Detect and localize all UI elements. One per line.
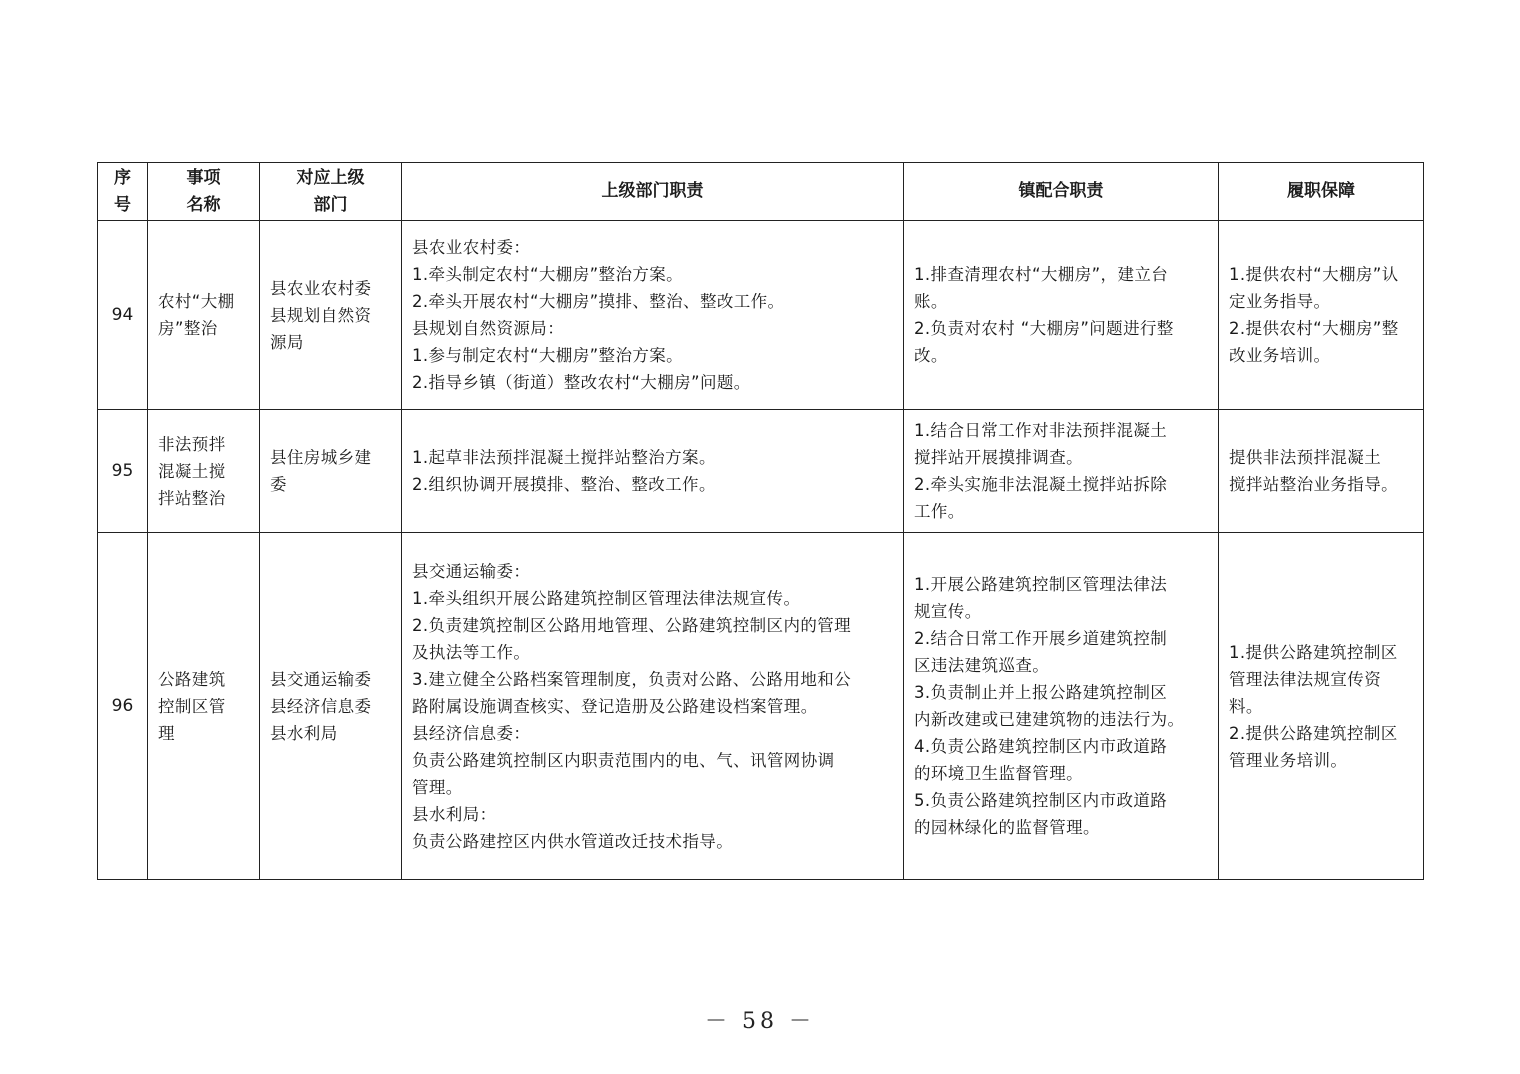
row-town-duty: 1.排查清理农村“大棚房”，建立台 账。 2.负责对农村 “大棚房”问题进行整 改。 (904, 221, 1219, 410)
table-row (98, 410, 1424, 533)
row-superior-duty: 县农业农村委： 1.牵头制定农村“大棚房”整治方案。 2.牵头开展农村“大棚房”摸排、整治、整改工作。 县规划自然资源局： 1.参与制定农村“大棚房”整治方案。 2.指导乡镇（街道）整改农村“大棚房”问题。 (402, 221, 904, 410)
row-seq: 94 (98, 221, 148, 410)
row-item-name: 非法预拌 混凝土搅 拌站整治 (148, 410, 260, 533)
row-seq: 95 (98, 410, 148, 533)
header-town-duty: 镇配合职责 (904, 163, 1219, 221)
table-row (98, 533, 1424, 880)
header-superior-duty: 上级部门职责 (402, 163, 904, 221)
duty-table (97, 162, 1424, 880)
header-support: 履职保障 (1219, 163, 1424, 221)
row-item-name: 农村“大棚 房”整治 (148, 221, 260, 410)
row-item-name: 公路建筑 控制区管 理 (148, 533, 260, 880)
header-superior-dept: 对应上级 部门 (260, 163, 402, 221)
row-superior-duty: 县交通运输委： 1.牵头组织开展公路建筑控制区管理法律法规宣传。 2.负责建筑控制区公路用地管理、公路建筑控制区内的管理 及执法等工作。 3.建立健全公路档案管理制度，负责对公路、公路用地和公 路附属设施调查核实、登记造册及公路建设档案管理。 县经济信息委： 负责公路建筑控制区内职责范围内的电、气、讯管网协调 管理。 县水利局： 负责公路建控区内供水管道改迁技术指导。 (402, 533, 904, 880)
page-number: － 58 － (705, 1009, 815, 1034)
row-support: 1.提供公路建筑控制区 管理法律法规宣传资 料。 2.提供公路建筑控制区 管理业务培训。 (1219, 533, 1424, 880)
row-town-duty: 1.结合日常工作对非法预拌混凝土 搅拌站开展摸排调查。 2.牵头实施非法混凝土搅拌站拆除 工作。 (904, 410, 1219, 533)
row-superior-duty: 1.起草非法预拌混凝土搅拌站整治方案。 2.组织协调开展摸排、整治、整改工作。 (402, 410, 904, 533)
header-seq: 序 号 (98, 163, 148, 221)
table-row (98, 221, 1424, 410)
row-superior-dept: 县住房城乡建 委 (260, 410, 402, 533)
row-seq: 96 (98, 533, 148, 880)
row-support: 提供非法预拌混凝土 搅拌站整治业务指导。 (1219, 410, 1424, 533)
row-superior-dept: 县交通运输委 县经济信息委 县水利局 (260, 533, 402, 880)
row-support: 1.提供农村“大棚房”认 定业务指导。 2.提供农村“大棚房”整 改业务培训。 (1219, 221, 1424, 410)
header-item-name: 事项 名称 (148, 163, 260, 221)
table-header-row (98, 163, 1424, 221)
row-town-duty: 1.开展公路建筑控制区管理法律法 规宣传。 2.结合日常工作开展乡道建筑控制 区违法建筑巡查。 3.负责制止并上报公路建筑控制区 内新改建或已建建筑物的违法行为。 4.负责公路建筑控制区内市政道路 的环境卫生监督管理。 5.负责公路建筑控制区内市政道路 的园林绿化的监督管理。 (904, 533, 1219, 880)
row-superior-dept: 县农业农村委 县规划自然资 源局 (260, 221, 402, 410)
